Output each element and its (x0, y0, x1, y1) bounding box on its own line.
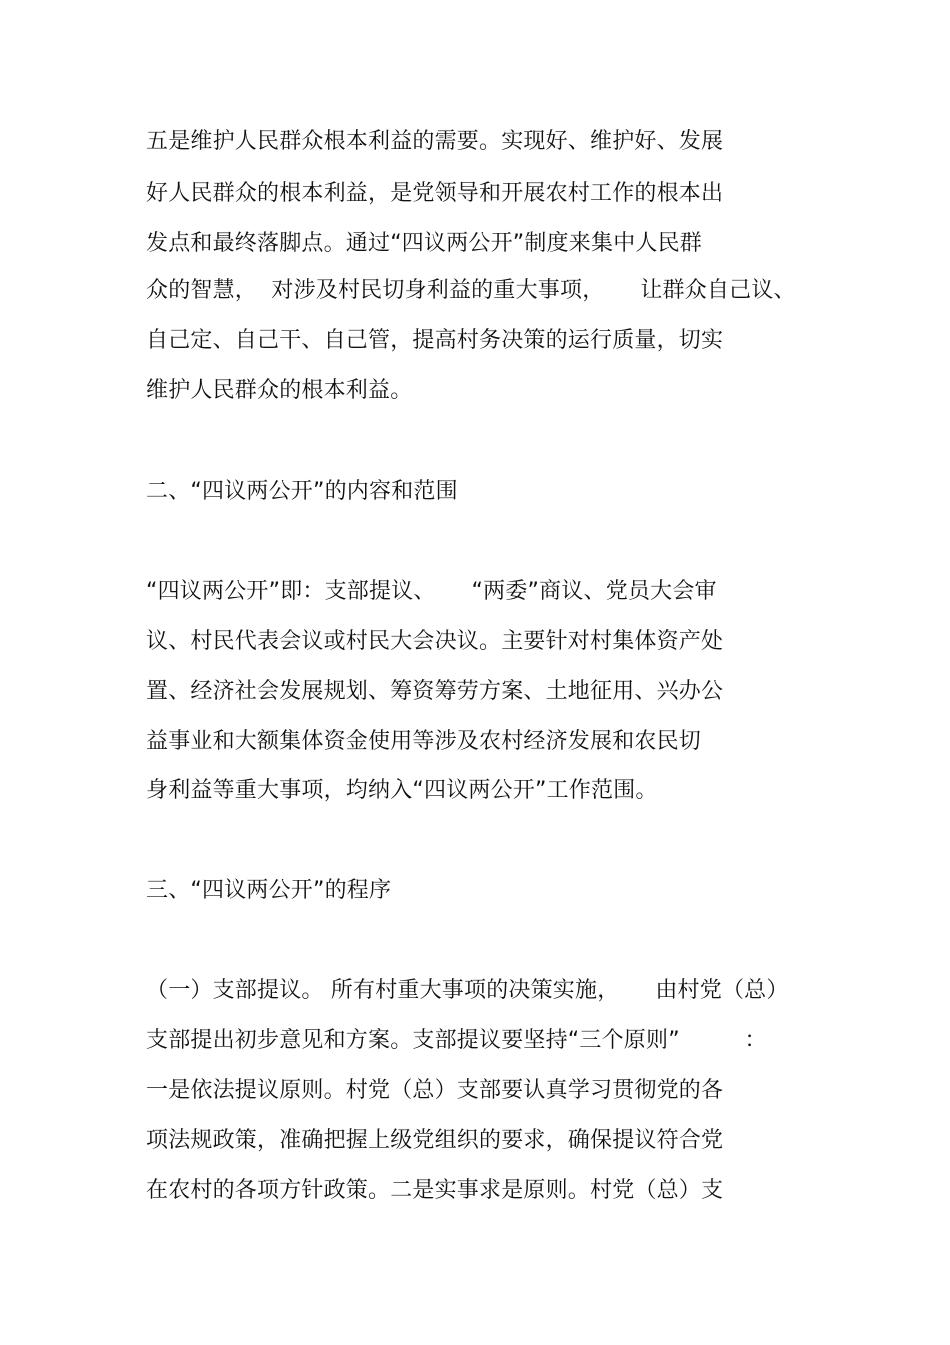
paragraph-line: （一）支部提议。 所有村重大事项的决策实施， 由村党（总） (146, 978, 789, 1003)
paragraph-line: 自己定、自己干、自己管，提高村务决策的运行质量，切实 (146, 328, 724, 353)
paragraph-line: 一是依法提议原则。村党（总）支部要认真学习贯彻党的各 (146, 1078, 724, 1103)
paragraph-line: 益事业和大额集体资金使用等涉及农村经济发展和农民切 (146, 729, 702, 754)
paragraph-line: “四议两公开”即：支部提议、 “两委”商议、党员大会审 (146, 579, 717, 604)
paragraph-line: 发点和最终落脚点。通过“四议两公开”制度来集中人民群 (146, 231, 702, 256)
paragraph-line: 项法规政策，准确把握上级党组织的要求，确保提议符合党 (146, 1128, 724, 1153)
paragraph-line: 众的智慧， 对涉及村民切身利益的重大事项， 让群众自己议、 (146, 278, 796, 303)
paragraph-line: 支部提出初步意见和方案。支部提议要坚持“三个原则” ： (146, 1028, 767, 1053)
paragraph-line: 身利益等重大事项，均纳入“四议两公开”工作范围。 (146, 778, 658, 803)
paragraph-line: 好人民群众的根本利益，是党领导和开展农村工作的根本出 (146, 181, 724, 206)
paragraph-line: 在农村的各项方针政策。二是实事求是原则。村党（总）支 (146, 1178, 724, 1203)
paragraph-line: 议、村民代表会议或村民大会决议。主要针对村集体资产处 (146, 629, 724, 654)
paragraph-line: 五是维护人民群众根本利益的需要。实现好、维护好、发展 (146, 129, 724, 154)
paragraph-line: 维护人民群众的根本利益。 (146, 378, 413, 403)
paragraph-line: 置、经济社会发展规划、筹资筹劳方案、土地征用、兴办公 (146, 679, 724, 704)
section-heading: 三、“四议两公开”的程序 (146, 878, 392, 903)
section-heading: 二、“四议两公开”的内容和范围 (146, 479, 458, 504)
